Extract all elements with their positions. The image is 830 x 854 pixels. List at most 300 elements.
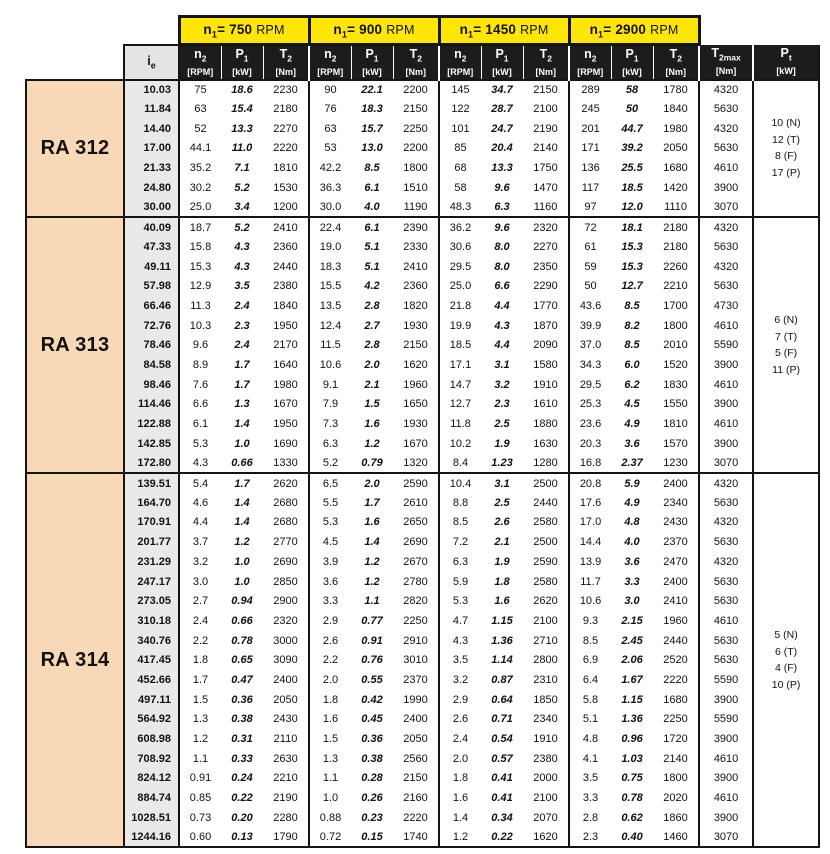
t2-value: 2070 bbox=[533, 811, 558, 824]
t2-value: 2620 bbox=[533, 595, 558, 608]
p1-value: 0.57 bbox=[491, 752, 513, 765]
p1-value: 5.9 bbox=[624, 477, 640, 490]
ie-value: 247.17 bbox=[124, 572, 179, 592]
t2max-value: 4320 bbox=[699, 217, 753, 237]
pt-values bbox=[753, 80, 819, 218]
pt-value: 6 (T) bbox=[774, 645, 798, 658]
n2-value: 25.0 bbox=[439, 276, 481, 296]
p1-value: 0.41 bbox=[491, 772, 513, 785]
t2-value: 1230 bbox=[663, 456, 688, 469]
n2-value: 30.6 bbox=[439, 237, 481, 257]
n2-value: 3.2 bbox=[179, 552, 221, 572]
t2-value: 2250 bbox=[663, 713, 688, 726]
pt-values bbox=[753, 217, 819, 473]
n2-value: 39.9 bbox=[569, 316, 611, 336]
n2-value: 1.8 bbox=[439, 769, 481, 789]
speed-value: 900 bbox=[359, 21, 383, 37]
t2-value: 1800 bbox=[403, 162, 428, 175]
t2-value: 1650 bbox=[403, 398, 428, 411]
pt-value: 6 (N) bbox=[774, 314, 798, 327]
speed-value: 2900 bbox=[615, 21, 647, 37]
ie-value: 11.84 bbox=[124, 99, 179, 119]
n2-value: 9.6 bbox=[179, 335, 221, 355]
t2-value: 2850 bbox=[273, 575, 298, 588]
pt-value: 8 (F) bbox=[774, 150, 798, 163]
t2-value: 1960 bbox=[403, 378, 428, 391]
p1-value: 6.6 bbox=[494, 280, 510, 293]
t2-value: 2680 bbox=[273, 496, 298, 509]
p1-value: 0.78 bbox=[621, 792, 643, 805]
p1-value: 15.4 bbox=[231, 103, 253, 116]
t2max-value: 4320 bbox=[699, 552, 753, 572]
t2-value: 1680 bbox=[663, 162, 688, 175]
n2-value: 34.3 bbox=[569, 355, 611, 375]
t2-value: 2170 bbox=[273, 339, 298, 352]
n2-value: 1.5 bbox=[309, 729, 351, 749]
t2-value: 2910 bbox=[403, 634, 428, 647]
n2-value: 101 bbox=[439, 119, 481, 139]
n2-value: 90 bbox=[309, 80, 351, 100]
p1-value: 4.0 bbox=[364, 200, 380, 213]
p1-value: 1.1 bbox=[364, 595, 380, 608]
n2-value: 35.2 bbox=[179, 158, 221, 178]
ie-value: 172.80 bbox=[124, 454, 179, 474]
t2-value: 2150 bbox=[403, 339, 428, 352]
p1-value: 1.6 bbox=[494, 595, 510, 608]
t2-value: 1470 bbox=[533, 181, 558, 194]
table-row bbox=[26, 434, 819, 454]
t2-value: 2400 bbox=[663, 477, 688, 490]
p1-value: 7.1 bbox=[234, 162, 250, 175]
t2-value: 2110 bbox=[273, 733, 298, 746]
t2max-value: 5630 bbox=[699, 572, 753, 592]
p1-value: 4.4 bbox=[494, 299, 510, 312]
table-row bbox=[26, 335, 819, 355]
table-row bbox=[26, 276, 819, 296]
n1-subscript: 1 bbox=[211, 29, 218, 40]
t2-value: 2220 bbox=[273, 142, 298, 155]
t2-value: 1280 bbox=[533, 456, 558, 469]
table-row bbox=[26, 217, 819, 237]
p1-value: 6.3 bbox=[494, 200, 510, 213]
t2-value: 2190 bbox=[273, 792, 298, 805]
p1-value: 0.71 bbox=[491, 713, 513, 726]
n2-value: 171 bbox=[569, 139, 611, 159]
t2max-value: 4320 bbox=[699, 119, 753, 139]
t2-value: 2580 bbox=[533, 575, 558, 588]
t2-value: 1910 bbox=[533, 733, 558, 746]
t2-value: 2340 bbox=[663, 496, 688, 509]
n2-value: 117 bbox=[569, 178, 611, 198]
t2-value: 1780 bbox=[663, 83, 688, 96]
t2-value: 2590 bbox=[403, 477, 428, 490]
n2-value: 3.3 bbox=[569, 788, 611, 808]
n2-value: 12.4 bbox=[309, 316, 351, 336]
t2max-value: 4320 bbox=[699, 257, 753, 277]
n2-value: 245 bbox=[569, 99, 611, 119]
p1-value: 1.0 bbox=[234, 575, 250, 588]
table-row bbox=[26, 729, 819, 749]
p1-value: 50 bbox=[625, 103, 639, 116]
t2-value: 2630 bbox=[273, 752, 298, 765]
t2max-value: 3900 bbox=[699, 434, 753, 454]
n2-value: 23.6 bbox=[569, 414, 611, 434]
n2-value: 122 bbox=[439, 99, 481, 119]
p1-value: 13.0 bbox=[361, 142, 383, 155]
pt-values bbox=[753, 473, 819, 847]
n2-value: 3.5 bbox=[569, 769, 611, 789]
n2-value: 4.4 bbox=[179, 513, 221, 533]
p1-value: 0.79 bbox=[361, 456, 383, 469]
t2-value: 2180 bbox=[663, 221, 688, 234]
p1-value: 0.78 bbox=[231, 634, 253, 647]
table-header bbox=[26, 17, 819, 80]
p1-value: 1.0 bbox=[234, 437, 250, 450]
t2max-value: 3900 bbox=[699, 808, 753, 828]
n2-value: 15.5 bbox=[309, 276, 351, 296]
n2-value: 1.0 bbox=[309, 788, 351, 808]
p1-value: 8.0 bbox=[494, 240, 510, 253]
p1-value: 0.41 bbox=[491, 792, 513, 805]
n2-value: 13.9 bbox=[569, 552, 611, 572]
table-row bbox=[26, 591, 819, 611]
table-row bbox=[26, 808, 819, 828]
p1-value: 5.2 bbox=[234, 181, 250, 194]
n2-value: 85 bbox=[439, 139, 481, 159]
t2-value: 2220 bbox=[663, 673, 688, 686]
n2-value: 11.7 bbox=[569, 572, 611, 592]
col-header-p1-750: $P_1$ [kW] bbox=[221, 45, 263, 80]
n1-symbol: n bbox=[589, 21, 599, 37]
n2-value: 5.8 bbox=[569, 690, 611, 710]
p1-value: 1.7 bbox=[234, 358, 250, 371]
speed-value: 1450 bbox=[485, 21, 517, 37]
p1-value: 3.4 bbox=[234, 200, 250, 213]
t2-value: 2500 bbox=[533, 477, 558, 490]
p1-value: 0.62 bbox=[621, 811, 643, 824]
ie-value: 1244.16 bbox=[124, 828, 179, 848]
model-group-1 bbox=[26, 80, 819, 218]
t2-value: 2150 bbox=[533, 83, 558, 96]
t2max-value: 3900 bbox=[699, 729, 753, 749]
p1-value: 2.4 bbox=[234, 299, 250, 312]
ie-value: 142.85 bbox=[124, 434, 179, 454]
p1-value: 0.47 bbox=[231, 673, 253, 686]
p1-value: 58 bbox=[625, 83, 639, 96]
t2-value: 1840 bbox=[663, 103, 688, 116]
p1-value: 9.6 bbox=[494, 181, 510, 194]
n2-value: 58 bbox=[439, 178, 481, 198]
p1-value: 2.37 bbox=[621, 456, 643, 469]
speed-header-2900 bbox=[569, 17, 699, 45]
t2max-value: 5630 bbox=[699, 99, 753, 119]
equals-sign: = bbox=[347, 21, 356, 37]
p1-value: 1.5 bbox=[364, 398, 380, 411]
t2max-value: 4730 bbox=[699, 296, 753, 316]
col-header-n2-900: $n_2$ [RPM] bbox=[309, 45, 351, 80]
n2-value: 7.3 bbox=[309, 414, 351, 434]
p1-value: 0.40 bbox=[621, 830, 643, 843]
t2-value: 2580 bbox=[533, 516, 558, 529]
t2-value: 2050 bbox=[273, 693, 298, 706]
p1-value: 22.1 bbox=[361, 83, 383, 96]
t2-value: 1980 bbox=[663, 122, 688, 135]
t2-value: 1550 bbox=[663, 398, 688, 411]
t2-value: 1670 bbox=[273, 398, 298, 411]
t2-value: 1330 bbox=[273, 456, 298, 469]
t2-value: 2020 bbox=[663, 792, 688, 805]
t2max-value: 5630 bbox=[699, 139, 753, 159]
n2-value: 42.2 bbox=[309, 158, 351, 178]
p1-value: 1.23 bbox=[491, 456, 513, 469]
t2-value: 2310 bbox=[533, 673, 558, 686]
n2-value: 3.5 bbox=[439, 650, 481, 670]
t2-value: 1200 bbox=[273, 200, 298, 213]
p1-value: 1.8 bbox=[494, 575, 510, 588]
p1-value: 0.31 bbox=[231, 733, 253, 746]
t2-value: 2780 bbox=[403, 575, 428, 588]
p1-value: 1.15 bbox=[491, 614, 513, 627]
p1-value: 0.55 bbox=[361, 673, 383, 686]
t2-value: 2360 bbox=[403, 280, 428, 293]
n2-value: 2.4 bbox=[439, 729, 481, 749]
n2-value: 25.3 bbox=[569, 395, 611, 415]
t2-value: 2410 bbox=[403, 260, 428, 273]
rpm-unit: RPM bbox=[520, 22, 549, 37]
n2-value: 21.8 bbox=[439, 296, 481, 316]
t2-value: 2140 bbox=[663, 752, 688, 765]
t2-value: 2210 bbox=[273, 772, 298, 785]
n1-subscript: 1 bbox=[468, 29, 474, 40]
n2-value: 2.8 bbox=[569, 808, 611, 828]
n2-value: 30.2 bbox=[179, 178, 221, 198]
t2-value: 2180 bbox=[273, 103, 298, 116]
p1-value: 1.0 bbox=[234, 555, 250, 568]
p1-value: 0.13 bbox=[231, 830, 253, 843]
t2-value: 2820 bbox=[403, 595, 428, 608]
rpm-unit: RPM bbox=[386, 22, 415, 37]
n2-value: 1.1 bbox=[179, 749, 221, 769]
p1-value: 2.7 bbox=[364, 319, 380, 332]
n1-symbol: n bbox=[203, 21, 212, 37]
p1-value: 0.15 bbox=[361, 830, 383, 843]
n2-value: 13.5 bbox=[309, 296, 351, 316]
n2-value: 1.7 bbox=[179, 670, 221, 690]
t2max-value: 3900 bbox=[699, 355, 753, 375]
n2-value: 16.8 bbox=[569, 454, 611, 474]
p1-value: 1.7 bbox=[364, 496, 380, 509]
ie-value: 49.11 bbox=[124, 257, 179, 277]
t2max-value: 3900 bbox=[699, 769, 753, 789]
ie-value: 98.46 bbox=[124, 375, 179, 395]
n2-value: 11.5 bbox=[309, 335, 351, 355]
p1-value: 1.4 bbox=[364, 536, 380, 549]
ie-value: 170.91 bbox=[124, 513, 179, 533]
t2-value: 2260 bbox=[663, 260, 688, 273]
n2-value: 2.2 bbox=[309, 650, 351, 670]
t2-value: 2100 bbox=[533, 103, 558, 116]
t2-value: 1960 bbox=[663, 614, 688, 627]
t2-value: 2340 bbox=[533, 713, 558, 726]
n2-value: 1.3 bbox=[309, 749, 351, 769]
t2-value: 2150 bbox=[403, 103, 428, 116]
t2-value: 1830 bbox=[663, 378, 688, 391]
t2max-value: 5590 bbox=[699, 710, 753, 730]
n2-value: 1.5 bbox=[179, 690, 221, 710]
t2max-value: 4610 bbox=[699, 158, 753, 178]
n2-value: 7.2 bbox=[439, 532, 481, 552]
t2-value: 1950 bbox=[273, 319, 298, 332]
t2-value: 2520 bbox=[663, 654, 688, 667]
p1-value: 1.4 bbox=[234, 516, 250, 529]
n2-value: 18.7 bbox=[179, 217, 221, 237]
n2-value: 1.2 bbox=[439, 828, 481, 848]
speed-header-900 bbox=[309, 17, 439, 45]
p1-value: 0.20 bbox=[231, 811, 253, 824]
p1-value: 8.5 bbox=[624, 339, 640, 352]
n2-value: 6.4 bbox=[569, 670, 611, 690]
p1-value: 12.7 bbox=[621, 280, 643, 293]
t2-value: 3000 bbox=[273, 634, 298, 647]
n2-value: 0.60 bbox=[179, 828, 221, 848]
t2-value: 2430 bbox=[273, 713, 298, 726]
t2-value: 1980 bbox=[273, 378, 298, 391]
t2-value: 1690 bbox=[273, 437, 298, 450]
model-label: RA 314 bbox=[26, 473, 124, 847]
t2-value: 2500 bbox=[533, 536, 558, 549]
t2max-value: 5630 bbox=[699, 532, 753, 552]
p1-value: 6.1 bbox=[364, 181, 380, 194]
p1-value: 15.7 bbox=[361, 122, 383, 135]
p1-value: 12.0 bbox=[621, 200, 643, 213]
t2-value: 1160 bbox=[533, 200, 558, 213]
table-row bbox=[26, 650, 819, 670]
n2-value: 8.5 bbox=[569, 631, 611, 651]
t2-value: 2290 bbox=[533, 280, 558, 293]
ie-value: 497.11 bbox=[124, 690, 179, 710]
n2-value: 0.85 bbox=[179, 788, 221, 808]
p1-value: 0.33 bbox=[231, 752, 253, 765]
p1-value: 18.1 bbox=[621, 221, 643, 234]
p1-value: 1.14 bbox=[491, 654, 513, 667]
t2-value: 1190 bbox=[403, 200, 428, 213]
p1-value: 0.23 bbox=[361, 811, 383, 824]
p1-value: 2.15 bbox=[621, 614, 643, 627]
p1-value: 4.8 bbox=[624, 516, 640, 529]
n2-value: 5.3 bbox=[179, 434, 221, 454]
p1-value: 0.75 bbox=[621, 772, 643, 785]
p1-value: 1.36 bbox=[621, 713, 643, 726]
table-row bbox=[26, 178, 819, 198]
p1-value: 0.76 bbox=[361, 654, 383, 667]
n2-value: 3.6 bbox=[309, 572, 351, 592]
col-header-t2-1450: $T_2$ [Nm] bbox=[523, 45, 569, 80]
p1-value: 0.36 bbox=[231, 693, 253, 706]
t2-value: 1810 bbox=[273, 162, 298, 175]
t2max-value: 4610 bbox=[699, 316, 753, 336]
p1-value: 1.7 bbox=[234, 477, 250, 490]
t2-value: 1510 bbox=[403, 181, 428, 194]
t2-value: 2200 bbox=[403, 83, 428, 96]
t2max-value: 4610 bbox=[699, 749, 753, 769]
t2-value: 2150 bbox=[403, 772, 428, 785]
n2-value: 37.0 bbox=[569, 335, 611, 355]
t2max-value: 4610 bbox=[699, 375, 753, 395]
table-row bbox=[26, 395, 819, 415]
n2-value: 6.9 bbox=[569, 650, 611, 670]
p1-value: 0.66 bbox=[231, 456, 253, 469]
model-label: RA 313 bbox=[26, 217, 124, 473]
n2-value: 6.3 bbox=[309, 434, 351, 454]
n2-value: 0.72 bbox=[309, 828, 351, 848]
t2max-value: 4320 bbox=[699, 80, 753, 100]
p1-value: 0.66 bbox=[231, 614, 253, 627]
t2-value: 1420 bbox=[663, 181, 688, 194]
t2-value: 2620 bbox=[273, 477, 298, 490]
t2max-value: 3900 bbox=[699, 178, 753, 198]
t2-value: 2320 bbox=[533, 221, 558, 234]
col-header-n2-2900: $n_2$ [RPM] bbox=[569, 45, 611, 80]
n2-value: 4.3 bbox=[439, 631, 481, 651]
speed-header-750 bbox=[179, 17, 309, 45]
t2max-value: 5590 bbox=[699, 335, 753, 355]
t2-value: 2140 bbox=[533, 142, 558, 155]
n2-value: 4.5 bbox=[309, 532, 351, 552]
n2-value: 2.7 bbox=[179, 591, 221, 611]
table-row bbox=[26, 690, 819, 710]
p1-value: 0.38 bbox=[231, 713, 253, 726]
p1-value: 4.3 bbox=[234, 240, 250, 253]
table-row bbox=[26, 99, 819, 119]
n2-value: 44.1 bbox=[179, 139, 221, 159]
p1-value: 8.5 bbox=[624, 299, 640, 312]
pt-value: 4 (F) bbox=[774, 662, 798, 675]
table-row bbox=[26, 198, 819, 218]
ie-value: 78.46 bbox=[124, 335, 179, 355]
p1-value: 6.0 bbox=[624, 358, 640, 371]
column-header-row bbox=[26, 45, 819, 80]
p1-value: 4.0 bbox=[624, 536, 640, 549]
p1-value: 0.65 bbox=[231, 654, 253, 667]
p1-value: 1.6 bbox=[364, 418, 380, 431]
t2-value: 3090 bbox=[273, 654, 298, 667]
t2-value: 1800 bbox=[663, 772, 688, 785]
t2-value: 2560 bbox=[403, 752, 428, 765]
t2max-value: 4610 bbox=[699, 788, 753, 808]
n2-value: 2.4 bbox=[179, 611, 221, 631]
p1-value: 1.2 bbox=[234, 536, 250, 549]
t2-value: 2000 bbox=[533, 772, 558, 785]
t2-value: 2710 bbox=[533, 634, 558, 647]
table-row bbox=[26, 532, 819, 552]
n2-value: 5.9 bbox=[439, 572, 481, 592]
t2-value: 2370 bbox=[403, 673, 428, 686]
p1-value: 34.7 bbox=[491, 83, 513, 96]
p1-value: 0.34 bbox=[491, 811, 513, 824]
t2-value: 2050 bbox=[663, 142, 688, 155]
t2max-value: 5630 bbox=[699, 237, 753, 257]
n2-value: 2.0 bbox=[439, 749, 481, 769]
pt-value: 12 (T) bbox=[772, 133, 801, 146]
ie-value: 114.46 bbox=[124, 395, 179, 415]
p1-value: 0.22 bbox=[231, 792, 253, 805]
table-row bbox=[26, 139, 819, 159]
n2-value: 29.5 bbox=[439, 257, 481, 277]
t2-value: 2160 bbox=[403, 792, 428, 805]
n2-value: 53 bbox=[309, 139, 351, 159]
t2max-value: 3070 bbox=[699, 198, 753, 218]
n2-value: 10.6 bbox=[309, 355, 351, 375]
